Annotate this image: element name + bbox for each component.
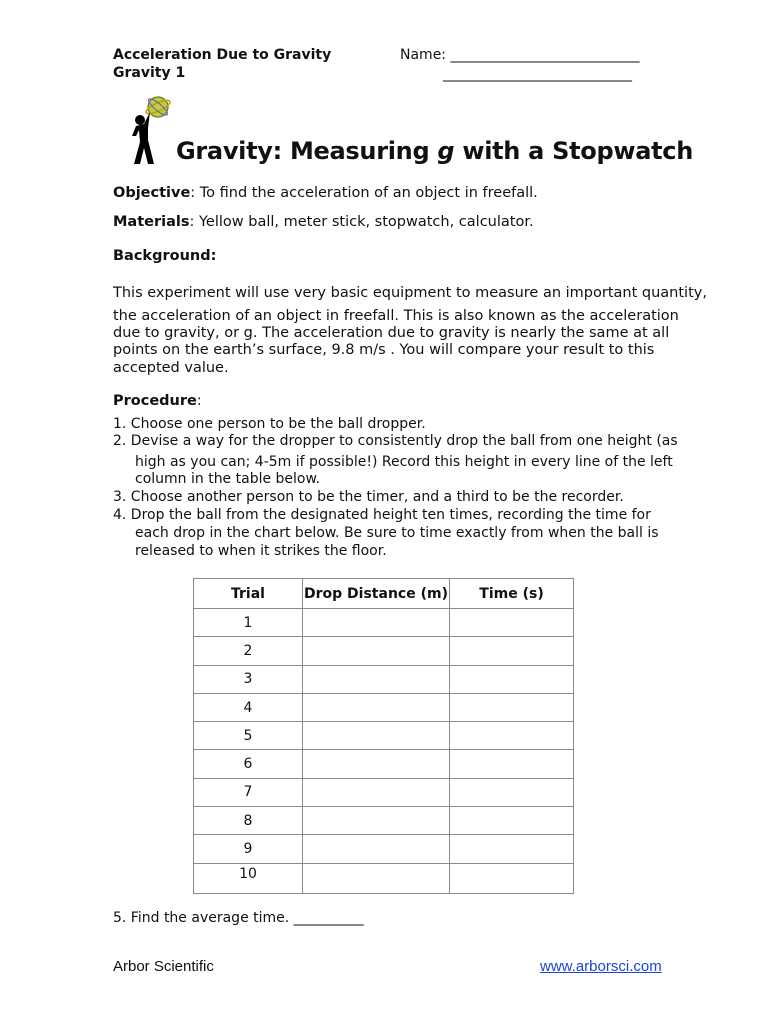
- distance-cell[interactable]: [303, 693, 450, 721]
- trial-cell: 1: [194, 609, 303, 637]
- time-cell[interactable]: [450, 722, 574, 750]
- time-cell[interactable]: [450, 637, 574, 665]
- procedure-step-cont: released to when it strikes the floor.: [135, 543, 387, 559]
- procedure-step: 1. Choose one person to be the ball dropper.: [113, 416, 426, 432]
- procedure-label: Procedure: [113, 393, 197, 409]
- procedure-colon: :: [196, 393, 202, 409]
- footer-website-link[interactable]: www.arborsci.com: [540, 958, 662, 975]
- trial-cell: 9: [194, 835, 303, 863]
- materials: [113, 214, 534, 232]
- footer-company: Arbor Scientific: [113, 958, 214, 975]
- procedure-step: 2. Devise a way for the dropper to consistently drop the ball from one height (as: [113, 433, 678, 449]
- time-cell[interactable]: [450, 807, 574, 835]
- table-row: [194, 637, 574, 665]
- time-cell[interactable]: [450, 609, 574, 637]
- column-header-drop-distance: Drop Distance (m): [303, 579, 450, 609]
- objective-text: : To find the acceleration of an object in freefall.: [190, 185, 538, 201]
- procedure-step-cont: each drop in the chart below. Be sure to time exactly from when the ball is: [135, 525, 659, 541]
- trial-cell: 7: [194, 778, 303, 806]
- title-suffix: with a Stopwatch: [454, 137, 693, 165]
- background-line: the acceleration of an object in freefall. This is also known as the acceleration: [113, 308, 679, 324]
- table-row: [194, 722, 574, 750]
- objective: [113, 185, 538, 203]
- distance-cell[interactable]: [303, 778, 450, 806]
- procedure-step: 4. Drop the ball from the designated height ten times, recording the time for: [113, 507, 651, 523]
- data-table: [193, 578, 574, 894]
- table-row: [194, 778, 574, 806]
- name-field-line2: ___________________________: [443, 66, 632, 82]
- table-row: [194, 665, 574, 693]
- distance-cell[interactable]: [303, 722, 450, 750]
- table-row: [194, 609, 574, 637]
- distance-cell[interactable]: [303, 750, 450, 778]
- time-cell[interactable]: [450, 665, 574, 693]
- background-heading: Background:: [113, 248, 217, 264]
- column-header-trial: Trial: [194, 579, 303, 609]
- table-row: [194, 750, 574, 778]
- name-field-line1: Name: ___________________________: [400, 47, 640, 63]
- background-line: due to gravity, or g. The acceleration due to gravity is nearly the same at all: [113, 325, 670, 341]
- title-italic: g: [437, 137, 455, 165]
- trial-cell: 10: [194, 863, 303, 893]
- distance-cell[interactable]: [303, 637, 450, 665]
- distance-cell[interactable]: [303, 609, 450, 637]
- trial-cell: 8: [194, 807, 303, 835]
- time-cell[interactable]: [450, 693, 574, 721]
- title-prefix: Gravity: Measuring: [176, 137, 438, 165]
- distance-cell[interactable]: [303, 863, 450, 893]
- average-time-prompt: 5. Find the average time. __________: [113, 910, 364, 926]
- column-header-time: Time (s): [450, 579, 574, 609]
- trial-cell: 6: [194, 750, 303, 778]
- course-title: Acceleration Due to Gravity: [113, 47, 332, 63]
- table-row: [194, 807, 574, 835]
- stick-figure-holding-ball-icon: [124, 92, 174, 166]
- trial-cell: 5: [194, 722, 303, 750]
- trial-cell: 3: [194, 665, 303, 693]
- time-cell[interactable]: [450, 750, 574, 778]
- background-line: This experiment will use very basic equipment to measure an important quantity,: [113, 285, 707, 301]
- time-cell[interactable]: [450, 778, 574, 806]
- table-row: [194, 693, 574, 721]
- materials-text: : Yellow ball, meter stick, stopwatch, calculator.: [189, 214, 534, 230]
- unit-title: Gravity 1: [113, 65, 186, 81]
- background-line: points on the earth’s surface, 9.8 m/s . You will compare your result to this: [113, 342, 655, 358]
- procedure-step: 3. Choose another person to be the timer, and a third to be the recorder.: [113, 489, 624, 505]
- distance-cell[interactable]: [303, 835, 450, 863]
- background-line: accepted value.: [113, 360, 229, 376]
- table-row: [194, 835, 574, 863]
- procedure-step-cont: high as you can; 4-5m if possible!) Record this height in every line of the left: [135, 454, 673, 470]
- procedure-step-cont: column in the table below.: [135, 471, 321, 487]
- time-cell[interactable]: [450, 863, 574, 893]
- materials-label: Materials: [113, 214, 190, 230]
- procedure-heading: [113, 393, 202, 411]
- trial-cell: 2: [194, 637, 303, 665]
- distance-cell[interactable]: [303, 807, 450, 835]
- table-row: [194, 863, 574, 893]
- page-title: [176, 137, 693, 165]
- distance-cell[interactable]: [303, 665, 450, 693]
- objective-label: Objective: [113, 185, 191, 201]
- table-header-row: [194, 579, 574, 609]
- time-cell[interactable]: [450, 835, 574, 863]
- trial-cell: 4: [194, 693, 303, 721]
